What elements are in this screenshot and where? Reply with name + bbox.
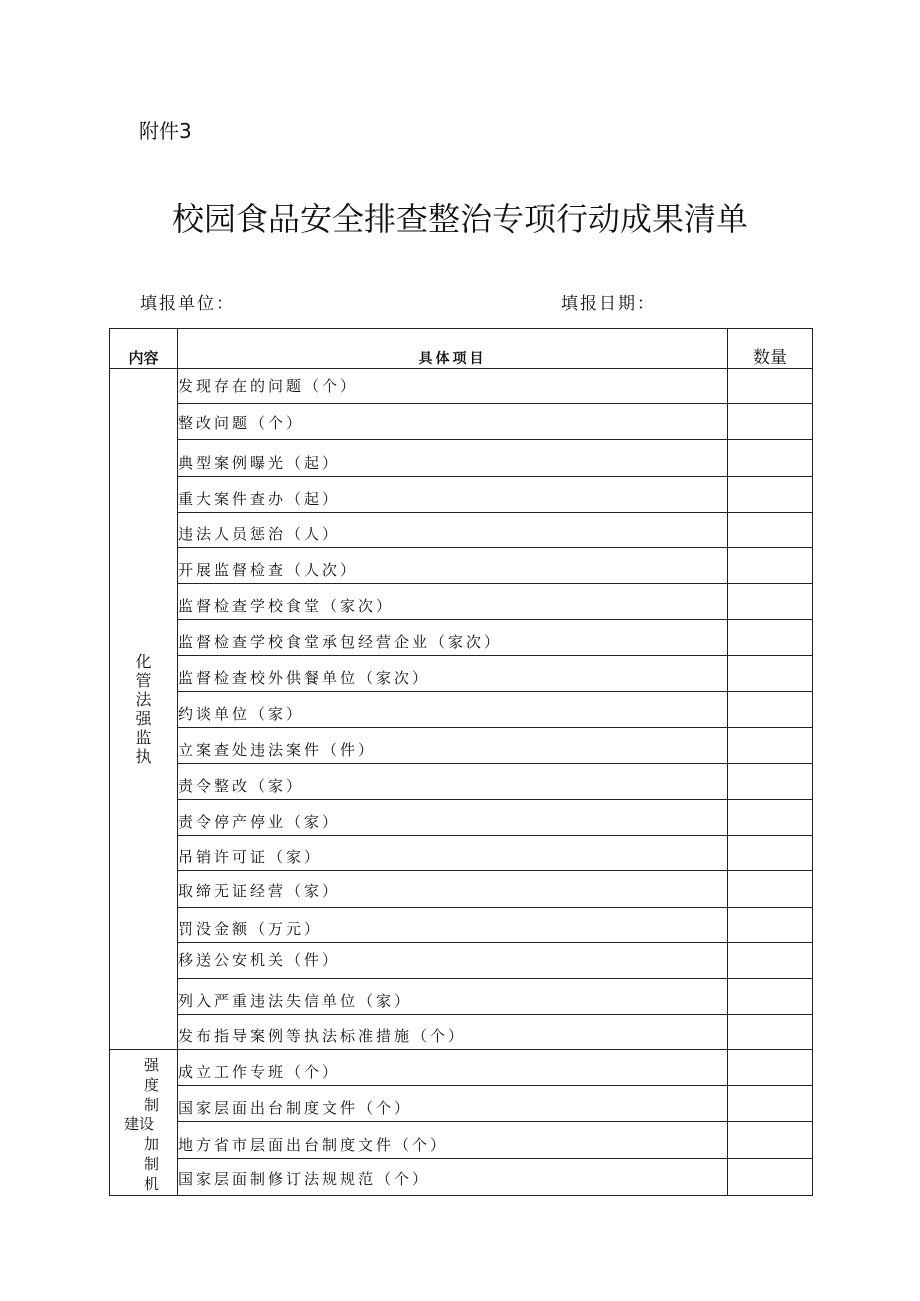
table-row	[110, 836, 813, 871]
category-char: 制	[144, 1155, 160, 1173]
table-row	[110, 440, 813, 477]
table-row	[110, 1122, 813, 1158]
item-cell: 国家层面出台制度文件（个）	[178, 1086, 728, 1122]
quantity-cell[interactable]	[728, 692, 813, 728]
quantity-cell[interactable]	[728, 1050, 813, 1086]
item-cell: 成立工作专班（个）	[178, 1050, 728, 1086]
quantity-cell[interactable]	[728, 584, 813, 620]
category-char: 化	[135, 652, 152, 671]
table-row	[110, 800, 813, 836]
table-row	[110, 908, 813, 943]
item-cell: 列入严重违法失信单位（家）	[178, 979, 728, 1015]
quantity-cell[interactable]	[728, 908, 813, 943]
table-row	[110, 1015, 813, 1050]
quantity-cell[interactable]	[728, 1122, 813, 1158]
item-cell: 罚没金额（万元）	[178, 908, 728, 943]
table-row	[110, 404, 813, 440]
table-header-row	[110, 329, 813, 369]
quantity-cell[interactable]	[728, 979, 813, 1015]
table-row	[110, 584, 813, 620]
header-content: 内容	[110, 329, 178, 369]
table-row	[110, 477, 813, 513]
item-cell: 监督检查校外供餐单位（家次）	[178, 656, 728, 692]
table-row	[110, 1158, 813, 1195]
item-cell: 监督检查学校食堂承包经营企业（家次）	[178, 620, 728, 656]
item-cell: 重大案件查办（起）	[178, 477, 728, 513]
quantity-cell[interactable]	[728, 728, 813, 764]
category-enforcement	[110, 369, 178, 1050]
category-char: 制	[144, 1096, 160, 1114]
category-char: 强	[144, 1056, 160, 1074]
item-cell: 责令整改（家）	[178, 764, 728, 800]
category-institution	[110, 1050, 178, 1196]
table-row	[110, 979, 813, 1015]
table-row	[110, 692, 813, 728]
category-char: 加	[144, 1135, 160, 1153]
table-row	[110, 620, 813, 656]
header-quantity: 数量	[728, 329, 813, 369]
quantity-cell[interactable]	[728, 800, 813, 836]
page-title: 校园食品安全排查整治专项行动成果清单	[171, 200, 748, 238]
item-cell: 监督检查学校食堂（家次）	[178, 584, 728, 620]
item-cell: 发现存在的问题（个）	[178, 369, 728, 404]
category-char: 法	[135, 690, 152, 709]
item-cell: 取缔无证经营（家）	[178, 871, 728, 908]
category-char: 强	[135, 709, 152, 728]
table-row	[110, 871, 813, 908]
category-char: 度	[144, 1076, 160, 1094]
results-table	[109, 328, 813, 1196]
table-row	[110, 1050, 813, 1086]
quantity-cell[interactable]	[728, 477, 813, 513]
category-char: 建设	[124, 1115, 155, 1133]
item-cell: 责令停产停业（家）	[178, 800, 728, 836]
item-cell: 地方省市层面出台制度文件（个）	[178, 1122, 728, 1158]
quantity-cell[interactable]	[728, 1015, 813, 1050]
quantity-cell[interactable]	[728, 764, 813, 800]
quantity-cell[interactable]	[728, 548, 813, 584]
category-char: 监	[135, 728, 152, 747]
table-row	[110, 943, 813, 979]
table-row	[110, 656, 813, 692]
attachment-label: 附件3	[139, 119, 192, 143]
header-item: 具体项目	[178, 329, 728, 369]
quantity-cell[interactable]	[728, 1158, 813, 1195]
item-cell: 移送公安机关（件）	[178, 943, 728, 979]
fill-unit-label: 填报单位：	[140, 294, 235, 314]
quantity-cell[interactable]	[728, 656, 813, 692]
quantity-cell[interactable]	[728, 871, 813, 908]
quantity-cell[interactable]	[728, 943, 813, 979]
item-cell: 开展监督检查（人次）	[178, 548, 728, 584]
quantity-cell[interactable]	[728, 440, 813, 477]
quantity-cell[interactable]	[728, 620, 813, 656]
category-char: 管	[135, 671, 152, 690]
quantity-cell[interactable]	[728, 369, 813, 404]
category-char: 机	[144, 1175, 160, 1193]
table-row	[110, 1086, 813, 1122]
category-char: 执	[135, 747, 152, 766]
quantity-cell[interactable]	[728, 1086, 813, 1122]
item-cell: 国家层面制修订法规规范（个）	[178, 1158, 728, 1195]
table-row	[110, 513, 813, 548]
item-cell: 吊销许可证（家）	[178, 836, 728, 871]
item-cell: 典型案例曝光（起）	[178, 440, 728, 477]
item-cell: 约谈单位（家）	[178, 692, 728, 728]
quantity-cell[interactable]	[728, 404, 813, 440]
item-cell: 发布指导案例等执法标准措施（个）	[178, 1015, 728, 1050]
item-cell: 整改问题（个）	[178, 404, 728, 440]
item-cell: 立案查处违法案件（件）	[178, 728, 728, 764]
quantity-cell[interactable]	[728, 836, 813, 871]
table-row	[110, 548, 813, 584]
table-row	[110, 369, 813, 404]
fill-date-label: 填报日期：	[561, 294, 656, 314]
item-cell: 违法人员惩治（人）	[178, 513, 728, 548]
table-row	[110, 764, 813, 800]
quantity-cell[interactable]	[728, 513, 813, 548]
table-row	[110, 728, 813, 764]
